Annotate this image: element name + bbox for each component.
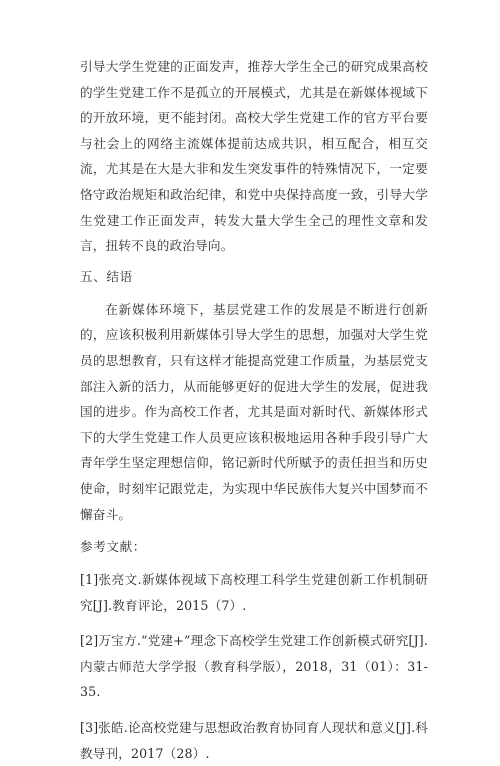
conclusion-paragraph: 在新媒体环境下，基层党建工作的发展是不断进行创新的，应该积极利用新媒体引导大学生的思想，加强对大学生党员的思想教育，只有这样才能提高党建工作质量，为基层党支部注入新的活力，从而能够更好的促进大学生的发展，促进我国的进步。作为高校工作者，尤其是面对新时代、新媒体形式下的大学生党建工作人员更应该积极地运用各种手段引导广大青年学生坚定理想信仰，铭记新时代所赋予的责任担当和历史使命，时刻牢记跟党走，为实现中华民族伟大复兴中国梦而不懈奋斗。: [80, 301, 428, 522]
reference-item-2: [2]万宝方.“党建+”理念下高校学生党建工作创新模式研究[J].内蒙古师范大学学报（教育科学版），2018，31（01）：31-35.: [80, 633, 428, 700]
reference-item-3: [3]张皓.论高校党建与思想政治教育协同育人现状和意义[J].科教导刊，2017（28）.: [80, 720, 428, 761]
section-heading-conclusion: 五、结语: [80, 268, 133, 284]
reference-item-1: [1]张亮文.新媒体视域下高校理工科学生党建创新工作机制研究[J].教育评论，2015（7）.: [80, 572, 428, 613]
references-heading: 参考文献：: [80, 539, 146, 555]
intro-paragraph: 引导大学生党建的正面发声，推荐大学生全己的研究成果高校的学生党建工作不是孤立的开展模式，尤其是在新媒体视域下的开放环境，更不能封闭。高校大学生党建工作的官方平台要与社会上的网络主流媒体提前达成共识，相互配合，相互交流，尤其是在大是大非和发生突发事件的特殊情况下，一定要恪守政治规矩和政治纪律，和党中央保持高度一致，引导大学生党建工作正面发声，转发大量大学生全己的理性文章和发言，扭转不良的政治导向。: [80, 59, 428, 254]
references-list: [80, 567, 428, 766]
